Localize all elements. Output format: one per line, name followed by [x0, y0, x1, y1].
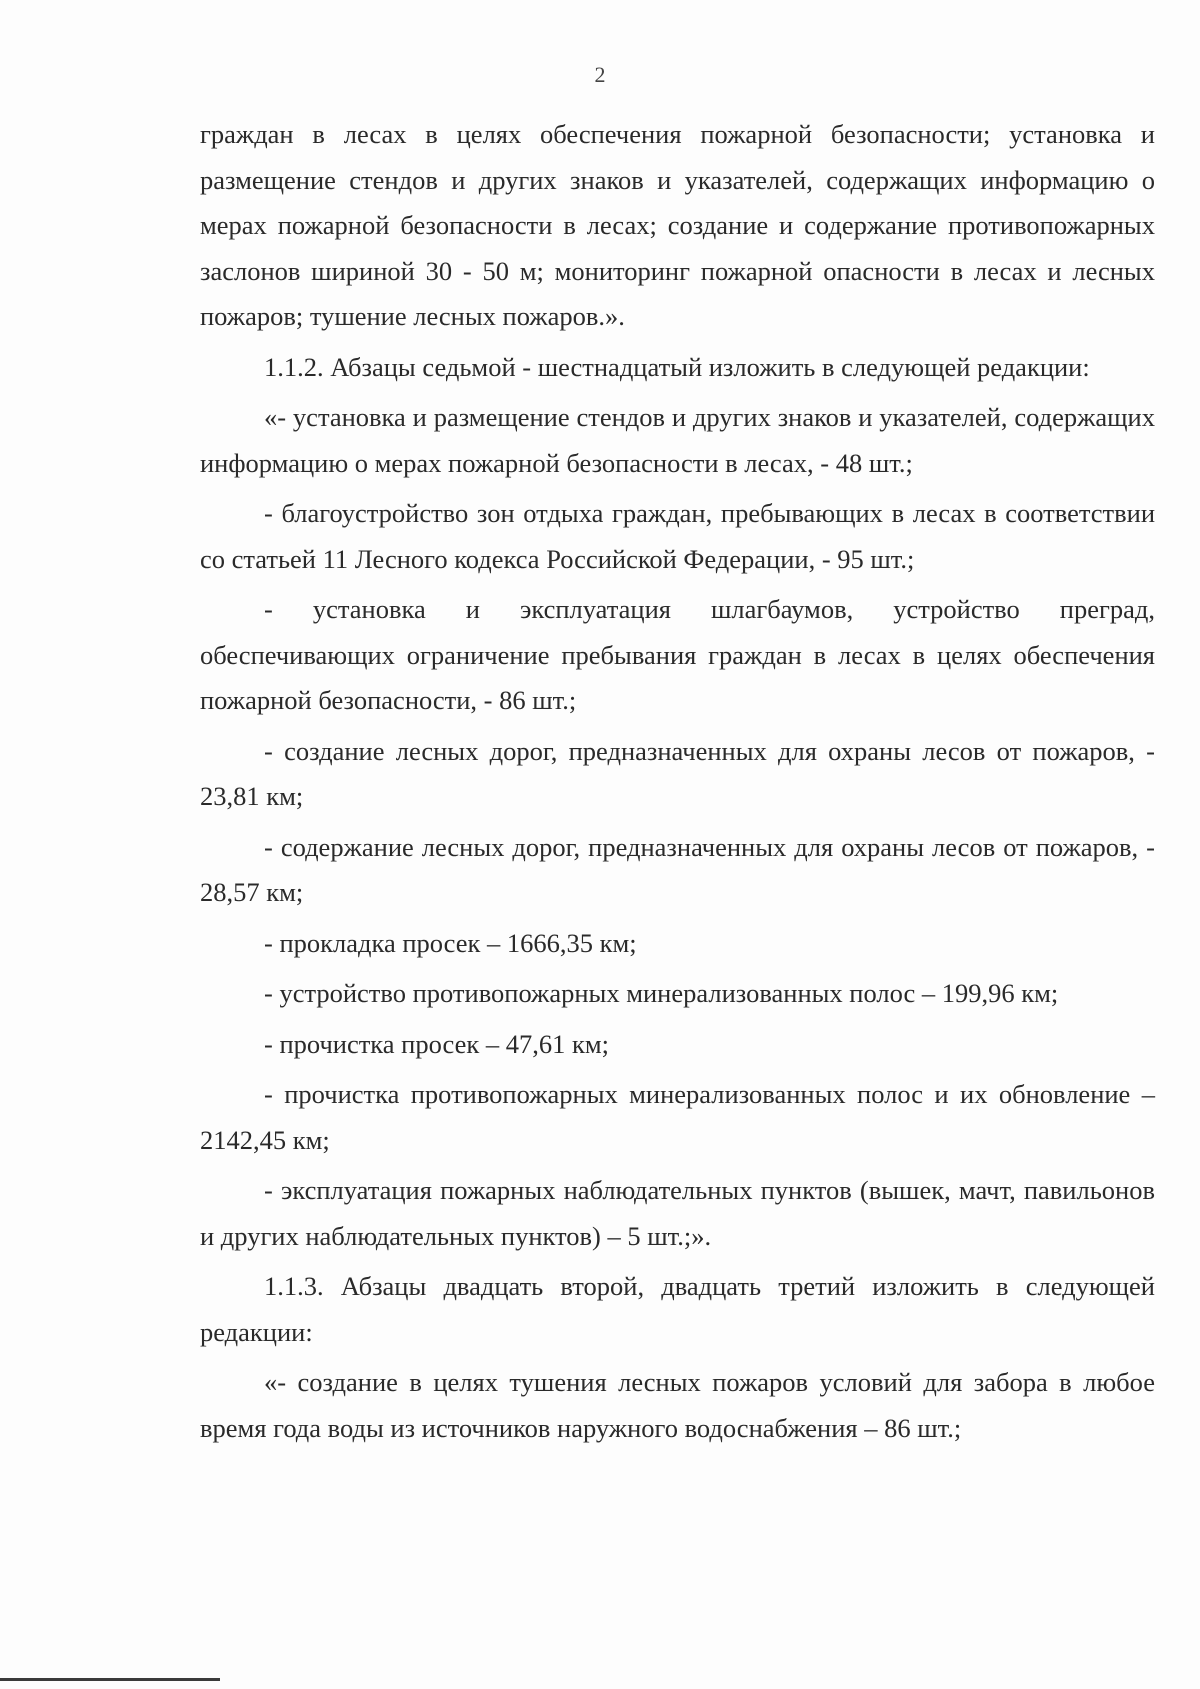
paragraph-clause-1-1-2: 1.1.2. Абзацы седьмой - шестнадцатый изложить в следующей редакции:: [264, 351, 1090, 382]
list-item-road-creation: - создание лесных дорог, предназначенных для охраны лесов от пожаров, - 23,81 км;: [200, 735, 1155, 811]
paragraph-continuation: граждан в лесах в целях обеспечения пожарной безопасности; установка и размещение стендов и других знаков и указателей, содержащих информацию о мерах пожарной безопасности в лесах; создание и содержание противопожарных заслонов шириной 30 - 50 м; мониторинг пожарной опасности в лесах и лесных пожаров; тушение лесных пожаров.».: [200, 119, 1155, 331]
page-number: 2: [594, 62, 606, 87]
list-item-observation-posts: - эксплуатация пожарных наблюдательных пунктов (вышек, мачт, павильонов и других наблюдательных пунктов) – 5 шт.;».: [200, 1175, 1155, 1251]
list-item-clearing-laying: - прокладка просек – 1666,35 км;: [264, 927, 637, 958]
document-body: [200, 112, 1155, 1451]
paragraph-clause-1-1-3: 1.1.3. Абзацы двадцать второй, двадцать третий изложить в следующей редакции:: [200, 1271, 1155, 1347]
list-item-road-maintenance: - содержание лесных дорог, предназначенных для охраны лесов от пожаров, - 28,57 км;: [200, 831, 1155, 907]
list-item-water-supply: «- создание в целях тушения лесных пожаров условий для забора в любое время года воды из источников наружного водоснабжения – 86 шт.;: [200, 1367, 1155, 1443]
list-item-barriers: - установка и эксплуатация шлагбаумов, устройство преград, обеспечивающих ограничение пребывания граждан в лесах в целях обеспечения пожарной безопасности, - 86 шт.;: [200, 594, 1155, 715]
list-item-stands: «- установка и размещение стендов и других знаков и указателей, содержащих информацию о мерах пожарной безопасности в лесах, - 48 шт.;: [200, 402, 1155, 478]
list-item-clearing-cleaning: - прочистка просек – 47,61 км;: [264, 1028, 609, 1059]
scan-edge-line: [0, 1678, 220, 1681]
list-item-strip-renewal: - прочистка противопожарных минерализованных полос и их обновление – 2142,45 км;: [200, 1079, 1155, 1155]
list-item-firebreak-strips: - устройство противопожарных минерализованных полос – 199,96 км;: [264, 978, 1059, 1008]
list-item-recreation-zones: - благоустройство зон отдыха граждан, пребывающих в лесах в соответствии со статьей 11 Лесного кодекса Российской Федерации, - 95 шт.;: [200, 498, 1155, 574]
